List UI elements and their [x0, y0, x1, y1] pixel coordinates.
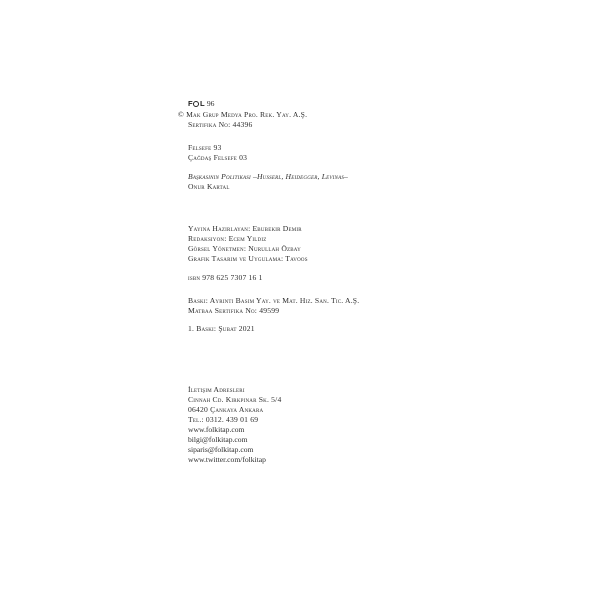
printer-line: Baskı: Ayrıntı Basım Yay. ve Mat. Hiz. San. Tic. A.Ş. — [188, 296, 360, 305]
credit-line: Redaksiyon: Ecem Yıldız — [188, 234, 267, 243]
contact-twitter: www.twitter.com/folkitap — [188, 455, 266, 464]
publisher-line — [178, 110, 307, 120]
contact-phone: Tel.: 0312. 439 01 69 — [188, 415, 259, 424]
credit-line: Görsel Yönetmen: Nurullah Özbay — [188, 244, 301, 253]
credits-block — [188, 224, 308, 264]
imprint-number: 96 — [206, 99, 215, 108]
contact-heading: İletişim Adresleri — [188, 385, 245, 394]
book-title: Başkasının Politikası –Husserl, Heidegger, Levinas– — [188, 172, 349, 181]
copyright-symbol: © — [178, 110, 184, 119]
logo-o-icon — [193, 101, 199, 107]
credit-line: Grafik Tasarım ve Uygulama: Tavoos — [188, 254, 308, 263]
imprint-logo-line — [188, 99, 214, 109]
book-author: Onur Kartal — [188, 182, 230, 191]
credit-line: Yayına Hazırlayan: Ebubekir Demir — [188, 224, 302, 233]
print-certificate: Matbaa Sertifika No: 49599 — [188, 306, 280, 315]
publisher-certificate: Sertifika No: 44396 — [188, 120, 253, 129]
logo-letter-l: L — [199, 99, 205, 108]
print-block — [188, 296, 359, 316]
fol-logo — [188, 99, 205, 108]
series-block — [188, 143, 247, 163]
series-line: Felsefe 93 — [188, 143, 222, 152]
book-block — [188, 172, 348, 192]
contact-email-orders: siparis@folkitap.com — [188, 445, 254, 454]
series-line: Çağdaş Felsefe 03 — [188, 153, 248, 162]
contact-website: www.folkitap.com — [188, 425, 245, 434]
contact-email-info: bilgi@folkitap.com — [188, 435, 248, 444]
isbn: isbn 978 625 7307 16 1 — [188, 273, 263, 282]
contact-street: Cinnah Cd. Kırkpınar Sk. 5/4 — [188, 395, 282, 404]
publisher-name: Mak Grup Medya Pro. Rek. Yay. A.Ş. — [186, 110, 308, 119]
contact-block — [188, 385, 281, 465]
contact-city: 06420 Çankaya Ankara — [188, 405, 264, 414]
logo-letter-f: F — [188, 99, 193, 108]
edition-line: 1. Baskı: Şubat 2021 — [188, 324, 255, 333]
